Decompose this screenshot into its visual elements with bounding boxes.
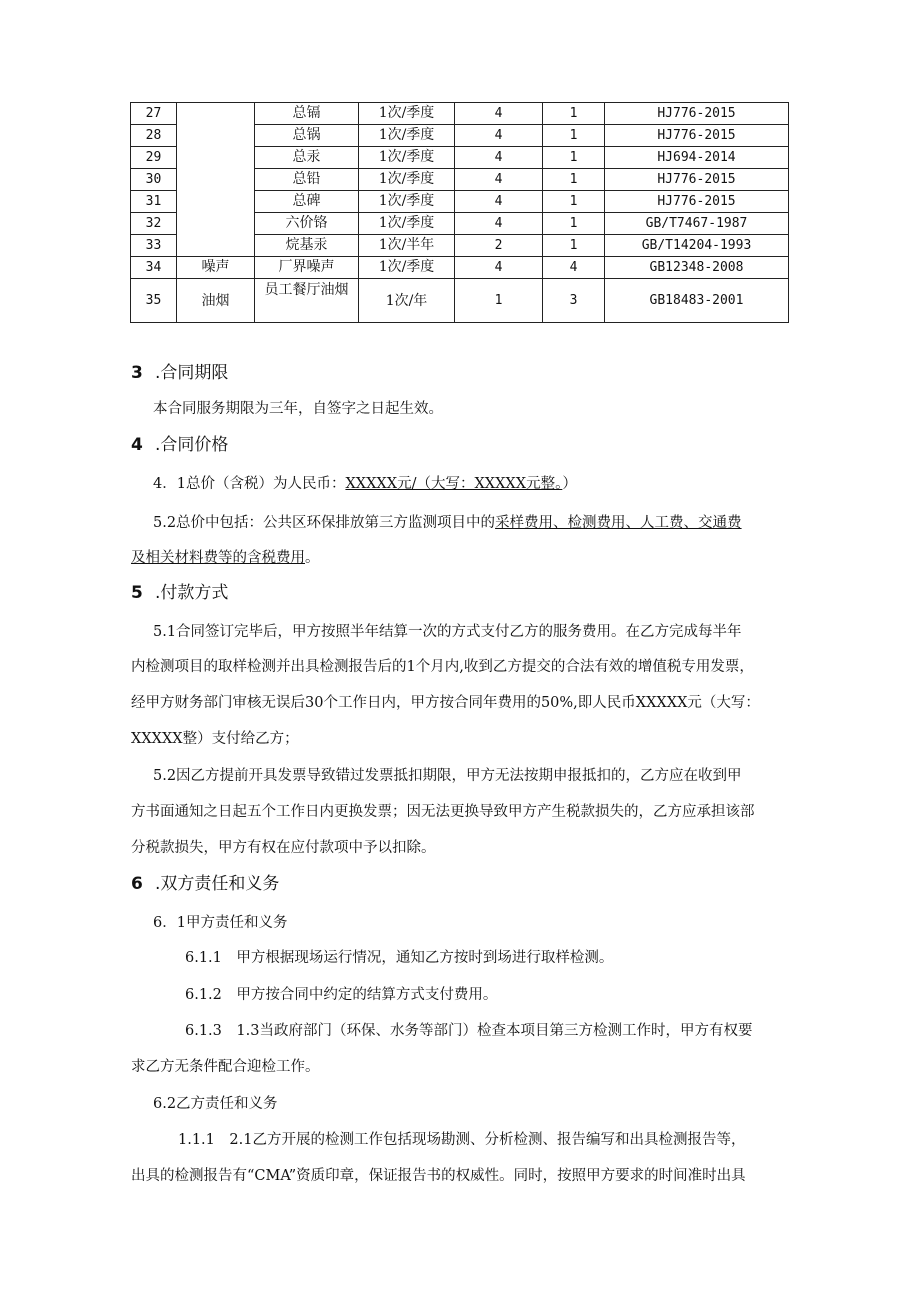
section-number: 6 [131,874,143,894]
table-row [131,257,789,279]
paragraph-price-includes [153,513,742,533]
text-segment: ） [562,476,577,492]
paragraph-line: 5.2因乙方提前开具发票导致错过发票抵扣期限，甲方无法按期申报抵扣的，乙方应在收到甲 [153,768,742,784]
points-cell: 4 [455,257,543,279]
paragraph-line: 出具的检测报告有“CMA”资质印章，保证报告书的权威性。同时，按照甲方要求的时间准时出具 [131,1168,746,1184]
row-number: 28 [131,125,177,147]
item-cell: 六价铬 [255,213,359,235]
times-cell: 1 [543,147,605,169]
item-cell: 烷基汞 [255,235,359,257]
item-cell: 厂界噪声 [255,257,359,279]
times-cell: 1 [543,103,605,125]
times-cell: 4 [543,257,605,279]
paragraph-line: XXXXX整）支付给乙方； [131,731,299,747]
row-number: 33 [131,235,177,257]
points-cell: 4 [455,125,543,147]
paragraph-line: 方书面通知之日起五个工作日内更换发票；因无法更换导致甲方产生税款损失的，乙方应承担该部 [131,804,755,820]
points-cell: 4 [455,147,543,169]
paragraph-line: 6.1.3 1.3当政府部门（环保、水务等部门）检查本项目第三方检测工作时，甲方有权要 [185,1023,753,1039]
row-number: 27 [131,103,177,125]
points-cell: 4 [455,103,543,125]
row-number: 30 [131,169,177,191]
points-cell: 4 [455,213,543,235]
table-row [131,279,789,323]
underlined-fees: 采样费用、检测费用、人工费、交通费 [495,515,742,531]
times-cell: 1 [543,235,605,257]
section-heading-responsibilities [131,873,279,895]
points-cell: 4 [455,169,543,191]
text-segment: 5.2总价中包括：公共区环保排放第三方监测项目中的 [153,515,496,531]
monitoring-table-container [130,102,788,323]
section-heading-contract-price [131,434,228,456]
frequency-cell: 1次/半年 [359,235,455,257]
section-title: .合同价格 [155,435,229,455]
row-number: 34 [131,257,177,279]
paragraph-line: 5.1合同签订完毕后，甲方按照半年结算一次的方式支付乙方的服务费用。在乙方完成每半年 [153,624,742,640]
standard-cell: HJ776-2015 [605,169,789,191]
times-cell: 1 [543,125,605,147]
points-cell: 1 [455,279,543,323]
frequency-cell: 1次/季度 [359,213,455,235]
item-cell: 总镉 [255,103,359,125]
times-cell: 1 [543,191,605,213]
points-cell: 4 [455,191,543,213]
category-cell [177,103,255,257]
underlined-fees: 及相关材料费等的含税费用 [131,550,305,566]
item-cell: 总锅 [255,125,359,147]
text-segment: 。 [305,550,320,566]
section-heading-contract-term [131,362,228,384]
row-number: 32 [131,213,177,235]
paragraph-line: 内检测项目的取样检测并出具检测报告后的1个月内,收到乙方提交的合法有效的增值税专用发票， [131,659,754,675]
paragraph-line: 分税款损失，甲方有权在应付款项中予以扣除。 [131,840,436,856]
row-number: 29 [131,147,177,169]
standard-cell: HJ694-2014 [605,147,789,169]
item-cell: 总汞 [255,147,359,169]
section-number: 5 [131,583,143,603]
standard-cell: HJ776-2015 [605,125,789,147]
row-number: 31 [131,191,177,213]
subsection-heading: 6.2乙方责任和义务 [153,1096,278,1112]
section-title: .付款方式 [155,583,229,603]
subsection-heading: 6．1甲方责任和义务 [153,915,288,931]
section-number: 3 [131,363,143,383]
frequency-cell: 1次/季度 [359,147,455,169]
standard-cell: GB/T7467-1987 [605,213,789,235]
frequency-cell: 1次/季度 [359,191,455,213]
frequency-cell: 1次/季度 [359,103,455,125]
text-segment: 4．1总价（含税）为人民币： [153,476,346,492]
paragraph-line: 经甲方财务部门审核无误后30个工作日内，甲方按合同年费用的50%,即人民币XXXXX元（大写： [131,695,760,711]
times-cell: 3 [543,279,605,323]
category-cell: 噪声 [177,257,255,279]
standard-cell: HJ776-2015 [605,191,789,213]
paragraph-line: 6.1.2 甲方按合同中约定的结算方式支付费用。 [185,987,498,1003]
times-cell: 1 [543,213,605,235]
paragraph-line: 1.1.1 2.1乙方开展的检测工作包括现场勘测、分析检测、报告编写和出具检测报告等， [178,1132,746,1148]
times-cell: 1 [543,169,605,191]
frequency-cell: 1次/季度 [359,257,455,279]
table-row [131,103,789,125]
category-cell: 油烟 [177,279,255,323]
paragraph-total-price [153,474,577,494]
points-cell: 2 [455,235,543,257]
paragraph-line: 求乙方无条件配合迎检工作。 [131,1059,320,1075]
standard-cell: GB/T14204-1993 [605,235,789,257]
row-number: 35 [131,279,177,323]
section-title: .双方责任和义务 [155,874,280,894]
frequency-cell: 1次/季度 [359,169,455,191]
standard-cell: GB18483-2001 [605,279,789,323]
section-heading-payment [131,582,228,604]
frequency-cell: 1次/年 [359,279,455,323]
paragraph-continued [131,548,320,568]
frequency-cell: 1次/季度 [359,125,455,147]
paragraph-line: 6.1.1 甲方根据现场运行情况，通知乙方按时到场进行取样检测。 [185,950,614,966]
section-number: 4 [131,435,143,455]
standard-cell: GB12348-2008 [605,257,789,279]
standard-cell: HJ776-2015 [605,103,789,125]
underlined-amount: XXXXX元/（大写：XXXXX元整。 [345,476,563,492]
paragraph: 本合同服务期限为三年，自签字之日起生效。 [153,401,443,417]
item-cell: 总铅 [255,169,359,191]
item-cell: 总碑 [255,191,359,213]
item-cell: 员工餐厅油烟 [255,279,359,323]
monitoring-table [130,102,789,323]
section-title: .合同期限 [155,363,229,383]
